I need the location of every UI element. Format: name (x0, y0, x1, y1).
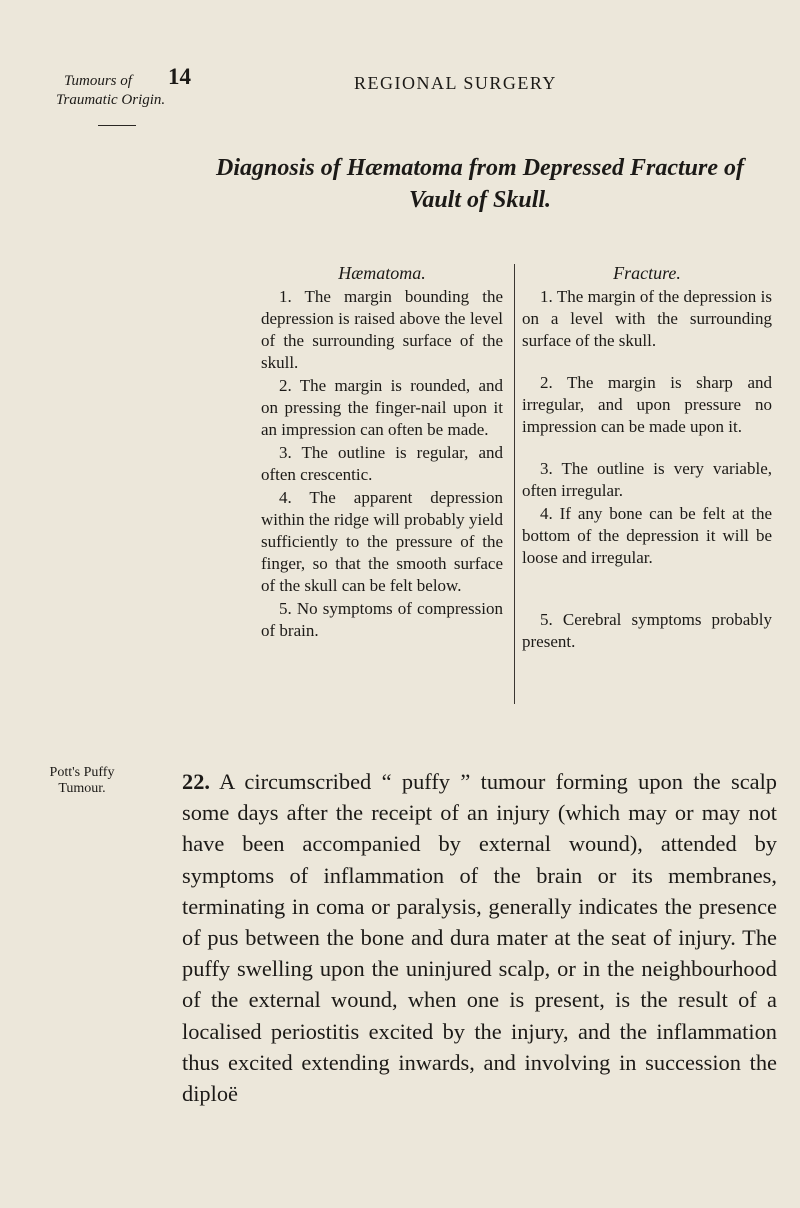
side-note-line: Traumatic Origin. (56, 92, 166, 108)
haematoma-item: 4. The apparent depression within the ridge will probably yield sufficiently to the pressure of the finger, so that the smooth surface of the skull can be felt below. (261, 488, 503, 595)
margin-note (36, 765, 128, 797)
fracture-column (522, 262, 772, 653)
side-note-header (56, 72, 176, 110)
fracture-heading: Fracture. (613, 263, 681, 283)
haematoma-item: 5. No symptoms of compression of brain. (261, 599, 503, 640)
margin-note-line: Pott's Puffy (49, 765, 115, 780)
paragraph-text: A circumscribed “ puffy ” tumour forming upon the scalp some days after the receipt of an injury (which may or may not have been accompanied by external wound), attended by symptoms of inflammation of the brain or its membranes, terminating in coma or paralysis, generally indicates the presence of pus between the bone and dura mater at the seat of injury. The puffy swelling upon the uninjured scalp, or in the neighbourhood of the external wound, when one is present, is the result of a localised periostitis excited by the injury, and the inflammation thus excited extending inwards, and involving in succession the diploë (182, 769, 777, 1107)
section-title (180, 152, 780, 216)
fracture-item: 2. The margin is sharp and irregular, and upon pressure no impression can be made upon it. (522, 373, 772, 436)
title-line: Vault of Skull. (408, 187, 552, 213)
page-number: 14 (168, 64, 191, 89)
margin-note-line: Tumour. (58, 781, 106, 796)
fracture-item: 4. If any bone can be felt at the bottom of the depression it will be loose and irregular. (522, 504, 772, 567)
side-note-line: Tumours of (64, 73, 132, 89)
title-line: Diagnosis of Hæmatoma from Depressed Fracture of (216, 155, 744, 181)
haematoma-item: 3. The outline is regular, and often crescentic. (261, 443, 503, 484)
paragraph-22 (182, 766, 777, 1109)
haematoma-heading: Hæmatoma. (338, 263, 426, 283)
fracture-item: 3. The outline is very variable, often irregular. (522, 459, 772, 500)
haematoma-item: 1. The margin bounding the depression is raised above the level of the surrounding surface of the skull. (261, 287, 503, 372)
side-note-rule (98, 125, 136, 126)
running-head: REGIONAL SURGERY (354, 73, 557, 93)
column-divider (514, 264, 515, 704)
fracture-item: 5. Cerebral symptoms probably present. (522, 610, 772, 651)
haematoma-column (261, 262, 503, 643)
paragraph-number: 22. (182, 769, 210, 794)
haematoma-item: 2. The margin is rounded, and on pressing the finger-nail upon it an impression can often be made. (261, 376, 503, 439)
fracture-item: 1. The margin of the depression is on a level with the surrounding surface of the skull. (522, 287, 772, 350)
